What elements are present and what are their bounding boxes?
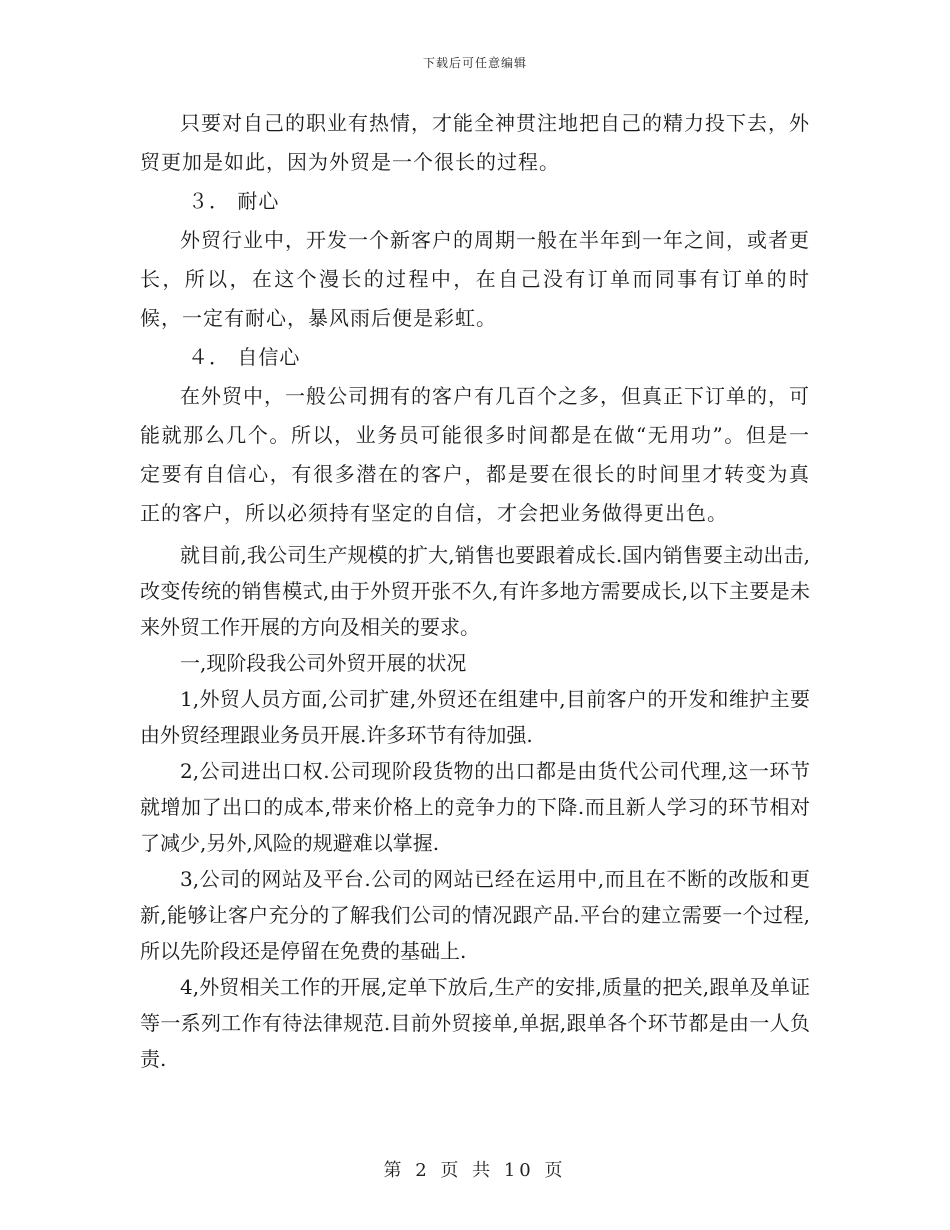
- heading-patience: ３． 耐心: [188, 189, 280, 213]
- list-item-4: 4,外贸相关工作的开展,定单下放后,生产的安排,质量的把关,跟单及单证等一系列工作有待法律规范.目前外贸接单,单据,跟单各个环节都是由一人负责.: [140, 975, 810, 1071]
- paragraph-patience: 外贸行业中，开发一个新客户的周期一般在半年到一年之间，或者更长，所以，在这个漫长的过程中，在自己没有订单而同事有订单的时候，一定有耐心，暴风雨后便是彩虹。: [140, 228, 810, 330]
- page-header: 下载后可任意编辑: [422, 56, 527, 70]
- section-heading-1: 一,现阶段我公司外贸开展的状况: [180, 651, 467, 675]
- list-item-1: 1,外贸人员方面,公司扩建,外贸还在组建中,目前客户的开发和维护主要由外贸经理跟业务员开展.许多环节有待加强.: [140, 687, 810, 747]
- paragraph-confidence: 在外贸中，一般公司拥有的客户有几百个之多，但真正下订单的，可能就那么几个。所以，业务员可能很多时间都是在做“无用功”。但是一定要有自信心，有很多潜在的客户，都是要在很长的时间里才转变为真正的客户，所以必须持有坚定的自信，才会把业务做得更出色。: [140, 384, 810, 525]
- paragraph-passion: 只要对自己的职业有热情，才能全神贯注地把自己的精力投下去，外贸更加是如此，因为外贸是一个很长的过程。: [140, 111, 810, 174]
- page-number-footer: 第 2 页 共 10 页: [383, 1160, 567, 1181]
- heading-confidence: ４． 自信心: [188, 345, 301, 369]
- paragraph-current-status: 就目前,我公司生产规模的扩大,销售也要跟着成长.国内销售要主动出击,改变传统的销售模式,由于外贸开张不久,有许多地方需要成长,以下主要是未来外贸工作开展的方向及相关的要求。: [140, 543, 810, 639]
- document-body: [140, 104, 810, 1077]
- list-item-2: 2,公司进出口权.公司现阶段货物的出口都是由货代公司代理,这一环节就增加了出口的成本,带来价格上的竞争力的下降.而且新人学习的环节相对了减少,另外,风险的规避难以掌握.: [140, 759, 810, 855]
- list-item-3: 3,公司的网站及平台.公司的网站已经在运用中,而且在不断的改版和更新,能够让客户充分的了解我们公司的情况跟产品.平台的建立需要一个过程,所以先阶段还是停留在免费的基础上.: [140, 867, 810, 963]
